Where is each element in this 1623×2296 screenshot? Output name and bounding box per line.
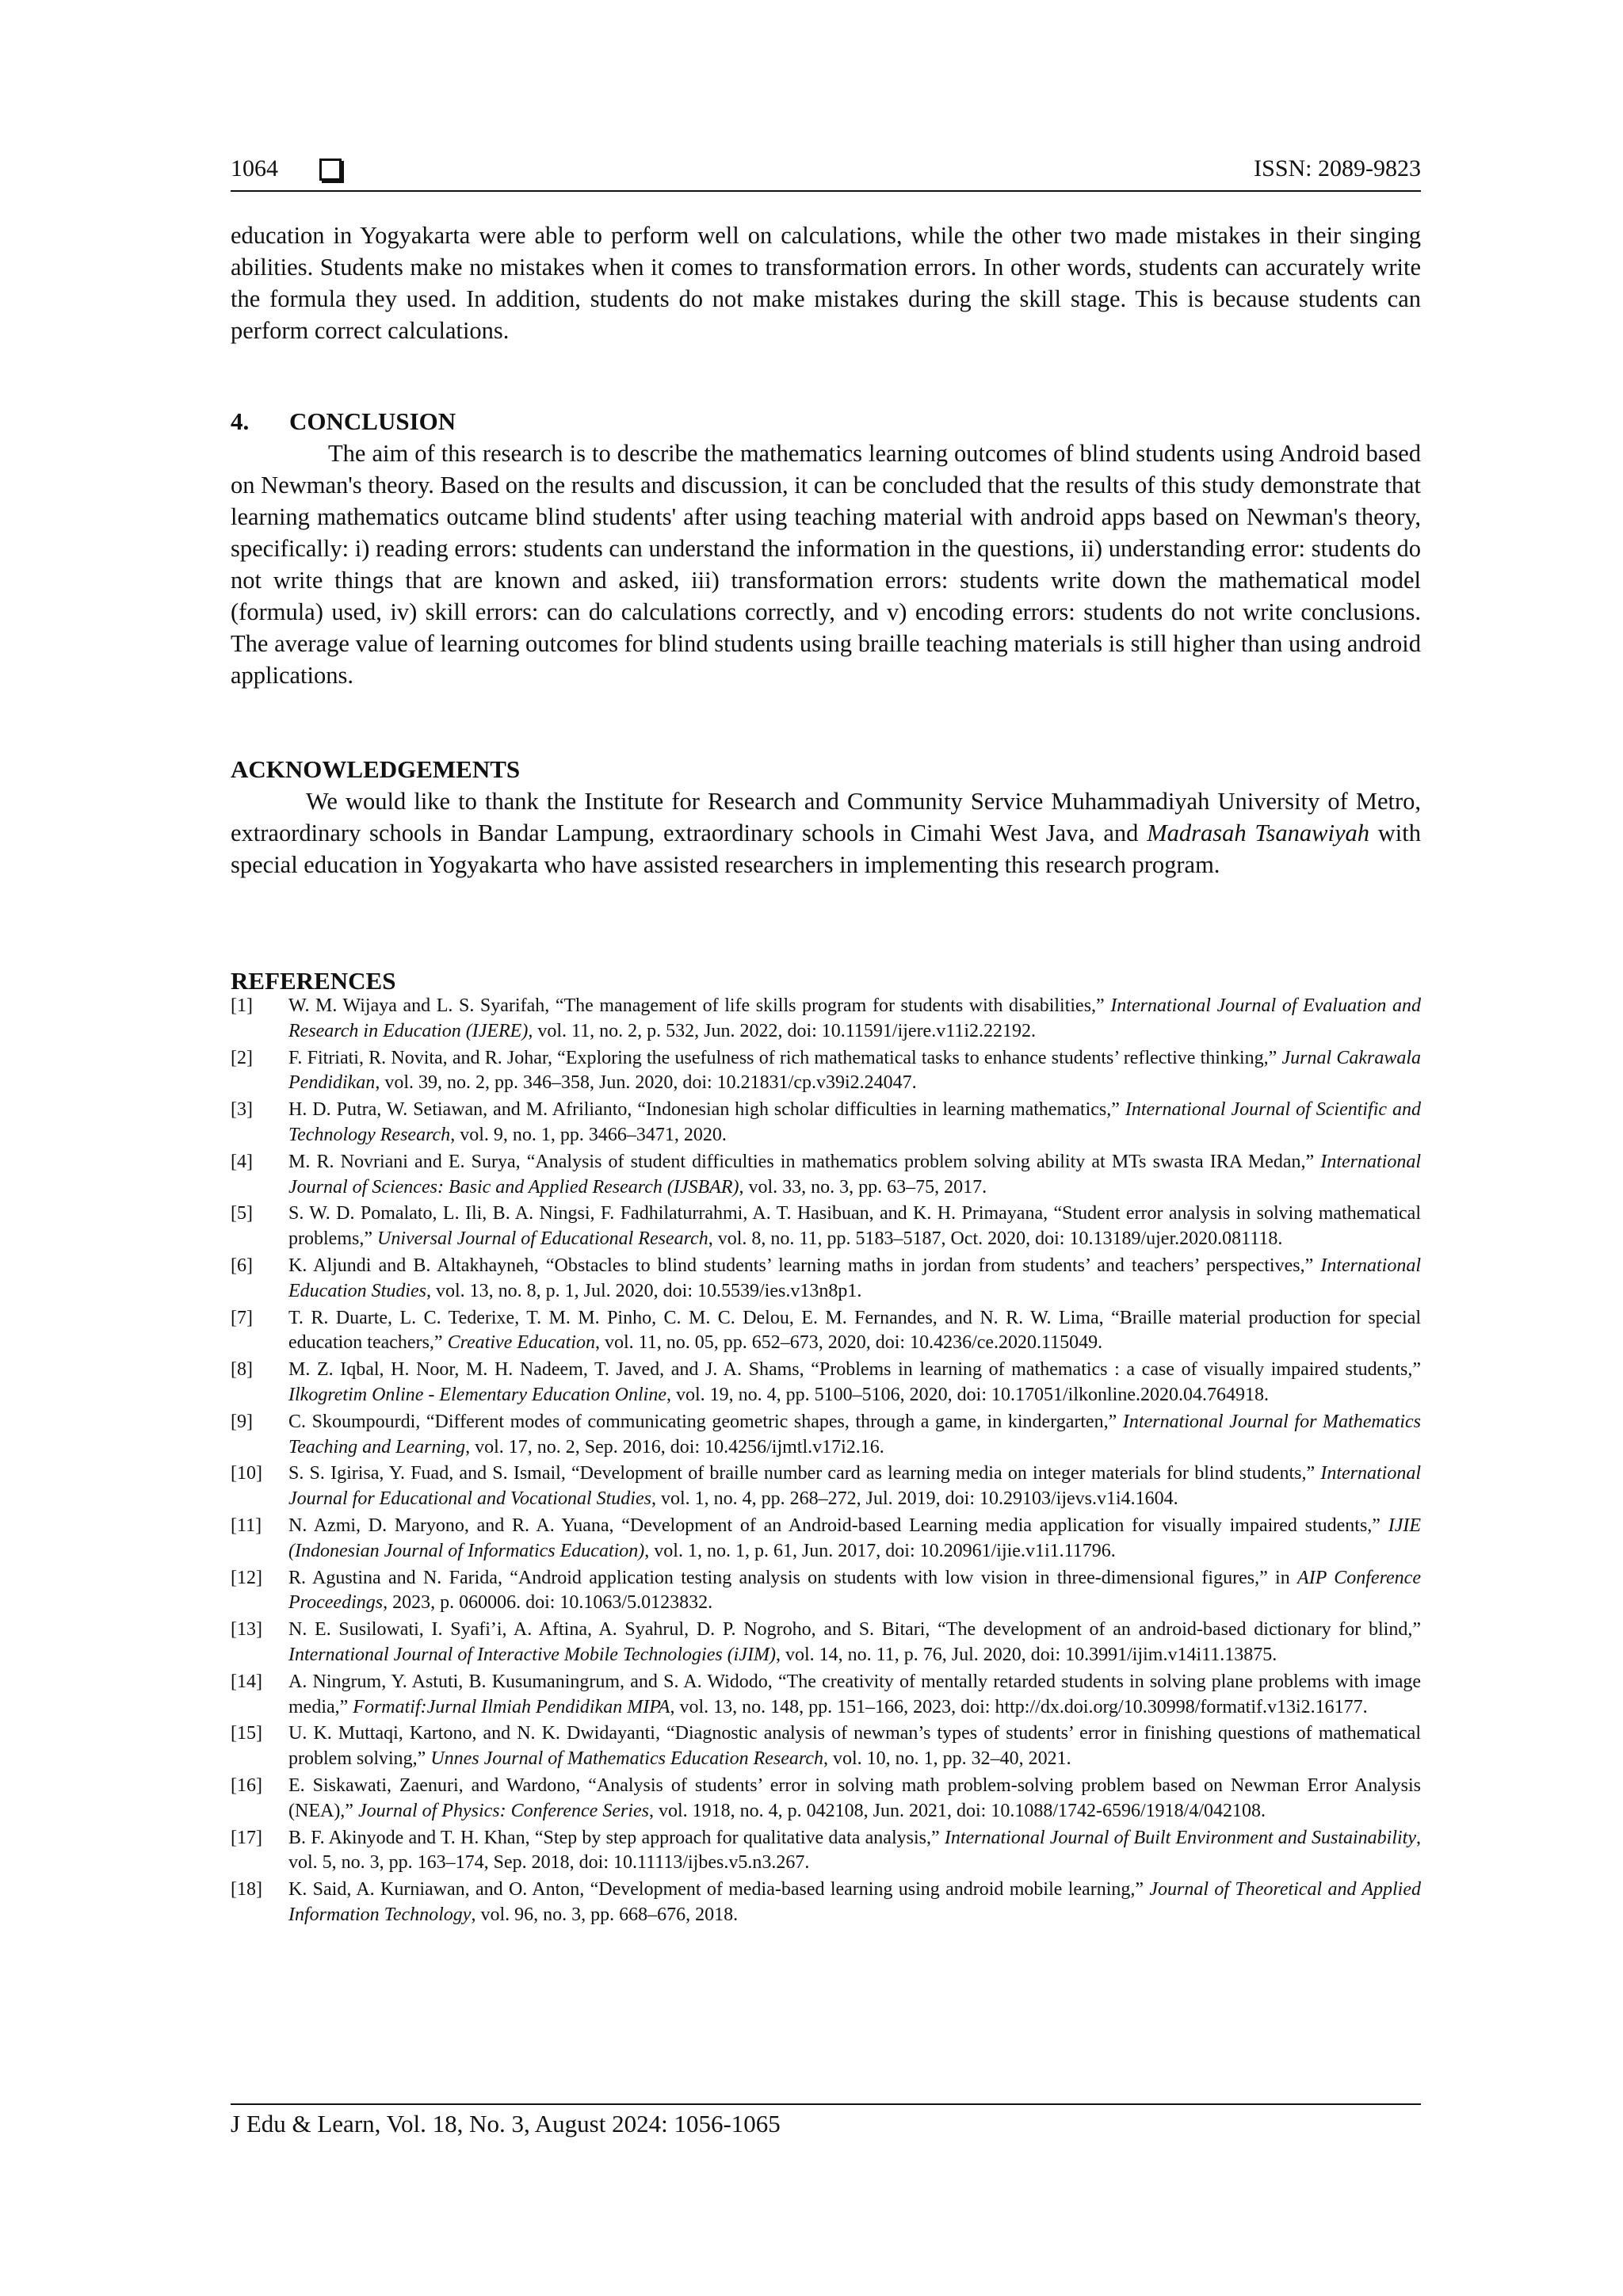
ack-text-before: We would like to thank the Institute for Research and Community Service Muhammadiyah University of Metro, extraordinary schools in Bandar Lampung, extraordinary schools in Cimahi West Java, and — [231, 788, 1421, 846]
reference-text — [288, 1721, 1421, 1772]
reference-venue: Journal of Theoretical and Applied Information Technology — [288, 1879, 1421, 1925]
references-heading: REFERENCES — [231, 967, 396, 995]
reference-venue: International Journal of Evaluation and Research in Education (IJERE) — [288, 995, 1422, 1041]
reference-venue: International Journal for Mathematics Teaching and Learning — [288, 1411, 1422, 1457]
reference-authors-title: K. Aljundi and B. Altakhayneh, “Obstacles to blind students’ learning maths in jordan from students’ and teachers’ perspectives,” — [288, 1255, 1321, 1276]
reference-text — [288, 1514, 1421, 1564]
reference-details: , vol. 19, no. 4, pp. 5100–5106, 2020, doi: 10.17051/ilkonline.2020.04.764918. — [666, 1384, 1269, 1405]
reference-item — [231, 1046, 1421, 1097]
reference-number: [17] — [231, 1827, 262, 1848]
reference-item — [231, 1358, 1421, 1408]
reference-authors-title: W. M. Wijaya and L. S. Syarifah, “The management of life skills program for students with disabilities,” — [288, 995, 1111, 1016]
reference-text — [288, 1201, 1421, 1252]
reference-item — [231, 1150, 1421, 1201]
reference-venue: Jurnal Cakrawala Pendidikan — [288, 1047, 1422, 1094]
reference-number: [18] — [231, 1879, 262, 1901]
reference-venue: AIP Conference Proceedings — [288, 1567, 1421, 1614]
reference-text — [288, 1774, 1421, 1824]
reference-authors-title: B. F. Akinyode and T. H. Khan, “Step by step approach for qualitative data analysis,” — [288, 1827, 945, 1848]
reference-item — [231, 1254, 1421, 1305]
reference-details: , vol. 10, no. 1, pp. 32–40, 2021. — [823, 1748, 1071, 1770]
reference-details: , vol. 1, no. 4, pp. 268–272, Jul. 2019, doi: 10.29103/ijevs.v1i4.1604. — [651, 1488, 1178, 1510]
reference-text — [288, 1150, 1421, 1201]
reference-venue: Formatif:Jurnal Ilmiah Pendidikan MIPA — [353, 1696, 670, 1717]
acknowledgements-heading: ACKNOWLEDGEMENTS — [231, 755, 521, 783]
reference-venue: Ilkogretim Online - Elementary Education Online — [288, 1384, 666, 1405]
reference-authors-title: M. R. Novriani and E. Surya, “Analysis of student difficulties in mathematics problem solving ability at MTs swasta IRA Medan,” — [288, 1151, 1321, 1172]
reference-details: , vol. 11, no. 05, pp. 652–673, 2020, doi: 10.4236/ce.2020.115049. — [594, 1332, 1103, 1354]
reference-item — [231, 1306, 1421, 1357]
reference-details: , 2023, p. 060006. doi: 10.1063/5.0123832. — [383, 1592, 713, 1614]
reference-authors-title: H. D. Putra, W. Setiawan, and M. Afrilianto, “Indonesian high scholar difficulties in learning mathematics,” — [288, 1099, 1125, 1121]
references-list — [231, 994, 1421, 1930]
section-title: CONCLUSION — [289, 407, 456, 435]
ack-italic: Madrasah Tsanawiyah — [1147, 819, 1369, 846]
page-header — [231, 155, 1421, 190]
reference-details: , vol. 8, no. 11, pp. 5183–5187, Oct. 2020, doi: 10.13189/ujer.2020.081118. — [708, 1228, 1283, 1250]
reference-text — [288, 1878, 1421, 1928]
reference-details: , vol. 13, no. 148, pp. 151–166, 2023, doi: http://dx.doi.org/10.30998/formatif.v13i2.16177. — [670, 1696, 1368, 1717]
intro-section — [231, 220, 1421, 346]
reference-authors-title: S. S. Igirisa, Y. Fuad, and S. Ismail, “Development of braille number card as learning media on integer materials for blind students,” — [288, 1463, 1321, 1484]
reference-authors-title: S. W. D. Pomalato, L. Ili, B. A. Ningsi, F. Fadhilaturrahmi, A. T. Hasibuan, and K. H. Primayana, “Student error analysis in solving mathematical problems,” — [288, 1203, 1421, 1250]
intro-paragraph: education in Yogyakarta were able to perform well on calculations, while the other two made mistakes in their singing abilities. Students make no mistakes when it comes to transformation errors. In other words, students can accurately write the formula they used. In addition, students do not make mistakes during the skill stage. This is because students can perform correct calculations. — [231, 222, 1421, 344]
reference-item — [231, 1566, 1421, 1617]
section-number: 4. — [231, 407, 250, 435]
reference-authors-title: K. Said, A. Kurniawan, and O. Anton, “Development of media-based learning using android mobile learning,” — [288, 1879, 1150, 1901]
conclusion-heading — [231, 406, 1421, 437]
reference-details: , vol. 33, no. 3, pp. 63–75, 2017. — [739, 1176, 987, 1198]
reference-number: [8] — [231, 1359, 253, 1381]
reference-item — [231, 1670, 1421, 1721]
reference-details: , vol. 17, no. 2, Sep. 2016, doi: 10.4256/ijmtl.v17i2.16. — [465, 1436, 884, 1457]
reference-number: [7] — [231, 1307, 253, 1328]
reference-number: [11] — [231, 1515, 262, 1536]
reference-details: , vol. 96, no. 3, pp. 668–676, 2018. — [471, 1904, 739, 1925]
reference-authors-title: E. Siskawati, Zaenuri, and Wardono, “Analysis of students’ error in solving math problem-solving problem based on Newman Error Analysis (NEA),” — [288, 1775, 1421, 1821]
reference-authors-title: U. K. Muttaqi, Kartono, and N. K. Dwidayanti, “Diagnostic analysis of newman’s types of students’ error in finishing questions of mathematical problem solving,” — [288, 1723, 1421, 1770]
reference-number: [13] — [231, 1619, 262, 1641]
reference-venue: Universal Journal of Educational Research — [376, 1228, 708, 1250]
reference-number: [14] — [231, 1671, 262, 1692]
reference-venue: Journal of Physics: Conference Series — [357, 1800, 649, 1821]
reference-item — [231, 1618, 1421, 1668]
reference-venue: International Journal of Scientific and Technology Research — [288, 1099, 1422, 1145]
reference-details: , vol. 9, no. 1, pp. 3466–3471, 2020. — [450, 1124, 727, 1145]
reference-authors-title: A. Ningrum, Y. Astuti, B. Kusumaningrum, and S. A. Widodo, “The creativity of mentally retarded students in solving plane problems with image media,” — [288, 1671, 1421, 1717]
acknowledgements-section — [231, 754, 1421, 881]
reference-text — [288, 1618, 1421, 1668]
reference-item — [231, 1098, 1421, 1148]
reference-venue: International Journal of Interactive Mobile Technologies (iJIM) — [288, 1644, 776, 1665]
reference-venue: International Journal of Sciences: Basic and Applied Research (IJSBAR) — [288, 1151, 1421, 1198]
reference-venue: Creative Education — [447, 1332, 595, 1354]
ack-text-after: with special education in Yogyakarta who have assisted researchers in implementing this research program. — [231, 819, 1421, 878]
reference-item — [231, 1878, 1421, 1928]
reference-number: [2] — [231, 1047, 253, 1068]
page-number: 1064 — [231, 155, 278, 181]
reference-details: , vol. 1918, no. 4, p. 042108, Jun. 2021, doi: 10.1088/1742-6596/1918/4/042108. — [649, 1800, 1266, 1821]
reference-item — [231, 1410, 1421, 1461]
reference-item — [231, 1721, 1421, 1772]
reference-item — [231, 1514, 1421, 1564]
footer-citation: J Edu & Learn, Vol. 18, No. 3, August 2024: 1056-1065 — [231, 2110, 781, 2137]
reference-text — [288, 1046, 1421, 1097]
reference-number: [3] — [231, 1099, 253, 1121]
page-footer — [231, 2103, 1421, 2138]
reference-venue: International Education Studies — [288, 1255, 1421, 1301]
reference-authors-title: M. Z. Iqbal, H. Noor, M. H. Nadeem, T. Javed, and J. A. Shams, “Problems in learning of mathematics : a case of visually impaired students,” — [288, 1359, 1421, 1381]
reference-details: , vol. 13, no. 8, p. 1, Jul. 2020, doi: 10.5539/ies.v13n8p1. — [426, 1280, 862, 1301]
reference-item — [231, 1461, 1421, 1512]
footer-rule — [231, 2103, 1421, 2105]
reference-text — [288, 1098, 1421, 1148]
reference-item — [231, 1774, 1421, 1824]
reference-item — [231, 1826, 1421, 1877]
reference-authors-title: T. R. Duarte, L. C. Tederixe, T. M. M. Pinho, C. M. C. Delou, E. M. Fernandes, and N. R. W. Lima, “Braille material production for special education teachers,” — [288, 1307, 1421, 1354]
reference-number: [5] — [231, 1203, 253, 1224]
reference-authors-title: N. Azmi, D. Maryono, and R. A. Yuana, “Development of an Android-based Learning media application for visually impaired students,” — [288, 1515, 1388, 1536]
acknowledgements-paragraph — [231, 785, 1421, 881]
reference-text — [288, 994, 1421, 1045]
reference-number: [1] — [231, 995, 253, 1016]
header-rule — [231, 190, 1421, 192]
reference-authors-title: N. E. Susilowati, I. Syafi’i, A. Aftina, A. Syahrul, D. P. Nogroho, and S. Bitari, “The development of an android-based dictionary for blind,” — [288, 1619, 1421, 1641]
reference-number: [9] — [231, 1411, 253, 1432]
reference-text — [288, 1410, 1421, 1461]
reference-authors-title: F. Fitriati, R. Novita, and R. Johar, “Exploring the usefulness of rich mathematical tasks to enhance students’ reflective thinking,” — [288, 1047, 1282, 1068]
reference-venue: IJIE (Indonesian Journal of Informatics Education) — [288, 1515, 1421, 1561]
reference-details: , vol. 5, no. 3, pp. 163–174, Sep. 2018, doi: 10.11113/ijbes.v5.n3.267. — [288, 1827, 1421, 1874]
reference-number: [4] — [231, 1151, 253, 1172]
reference-details: , vol. 39, no. 2, pp. 346–358, Jun. 2020, doi: 10.21831/cp.v39i2.24047. — [375, 1072, 917, 1094]
reference-item — [231, 994, 1421, 1045]
reference-venue: International Journal of Built Environment and Sustainability — [944, 1827, 1416, 1848]
reference-authors-title: C. Skoumpourdi, “Different modes of communicating geometric shapes, through a game, in kindergarten,” — [288, 1411, 1123, 1432]
square-bullet-icon — [319, 159, 342, 181]
reference-text — [288, 1670, 1421, 1721]
conclusion-section — [231, 406, 1421, 691]
reference-venue: Unnes Journal of Mathematics Education Research — [430, 1748, 823, 1770]
reference-item — [231, 1201, 1421, 1252]
reference-number: [15] — [231, 1723, 262, 1744]
reference-text — [288, 1358, 1421, 1408]
reference-venue: International Journal for Educational and Vocational Studies — [288, 1463, 1421, 1510]
reference-number: [12] — [231, 1567, 262, 1588]
reference-text — [288, 1826, 1421, 1877]
issn: ISSN: 2089-9823 — [1254, 155, 1421, 181]
reference-number: [10] — [231, 1463, 262, 1484]
reference-number: [16] — [231, 1775, 262, 1796]
reference-details: , vol. 11, no. 2, p. 532, Jun. 2022, doi: 10.11591/ijere.v11i2.22192. — [528, 1020, 1036, 1041]
reference-authors-title: R. Agustina and N. Farida, “Android application testing analysis on students with low vision in three-dimensional figures,” in — [288, 1567, 1298, 1588]
reference-details: , vol. 1, no. 1, p. 61, Jun. 2017, doi: 10.20961/ijie.v1i1.11796. — [644, 1540, 1116, 1561]
reference-text — [288, 1566, 1421, 1617]
reference-details: , vol. 14, no. 11, p. 76, Jul. 2020, doi: 10.3991/ijim.v14i11.13875. — [775, 1644, 1277, 1665]
reference-text — [288, 1306, 1421, 1357]
reference-text — [288, 1461, 1421, 1512]
reference-number: [6] — [231, 1255, 253, 1276]
conclusion-paragraph: The aim of this research is to describe the mathematics learning outcomes of blind students using Android based on Newman's theory. Based on the results and discussion, it can be concluded that the results of this study demonstrate that learning mathematics outcame blind students' after using teaching material with android apps based on Newman's theory, specifically: i) reading errors: students can understand the information in the questions, ii) understanding error: students do not write things that are known and asked, iii) transformation errors: students write down the mathematical model (formula) used, iv) skill errors: can do calculations correctly, and v) encoding errors: students do not write conclusions. The average value of learning outcomes for blind students using braille teaching materials is still higher than using android applications. — [231, 440, 1421, 689]
reference-text — [288, 1254, 1421, 1305]
